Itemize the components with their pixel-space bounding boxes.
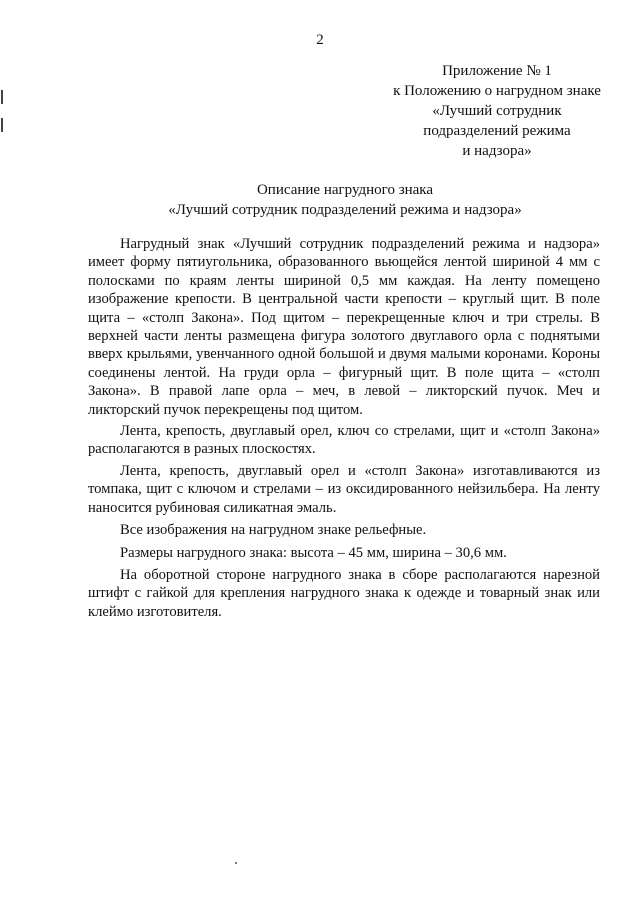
body-paragraph: Размеры нагрудного знака: высота – 45 мм, ширина – 30,6 мм. bbox=[120, 544, 507, 561]
document-title-line: «Лучший сотрудник подразделений режима и надзора» bbox=[168, 202, 522, 218]
scan-speck bbox=[235, 862, 237, 864]
body-paragraph: Лента, крепость, двуглавый орел и «столп Закона» изготавливаются из томпака, щит с ключом и стрелами – из оксидированного нейзильбера. На ленту наносится рубиновая силикатная эмаль. bbox=[88, 462, 600, 516]
scan-margin-mark bbox=[1, 90, 3, 104]
appendix-header bbox=[352, 61, 640, 161]
appendix-line: Приложение № 1 bbox=[442, 63, 552, 79]
appendix-line: и надзора» bbox=[462, 143, 532, 159]
body-paragraph: На оборотной стороне нагрудного знака в сборе располагаются нарезной штифт с гайкой для крепления нагрудного знака к одежде и товарный знак или клеймо изготовителя. bbox=[88, 566, 600, 620]
document-title bbox=[0, 180, 640, 220]
appendix-line: к Положению о нагрудном знаке bbox=[393, 83, 601, 99]
body-paragraph: Лента, крепость, двуглавый орел, ключ со стрелами, щит и «столп Закона» располагаются в разных плоскостях. bbox=[88, 423, 600, 458]
document-body bbox=[88, 235, 600, 621]
scan-margin-mark bbox=[1, 118, 3, 132]
appendix-line: подразделений режима bbox=[423, 123, 571, 139]
body-paragraph: Все изображения на нагрудном знаке рельефные. bbox=[120, 522, 427, 539]
page-number: 2 bbox=[316, 32, 324, 48]
document-title-line: Описание нагрудного знака bbox=[256, 182, 434, 198]
appendix-line: «Лучший сотрудник bbox=[432, 103, 562, 119]
body-paragraph: Нагрудный знак «Лучший сотрудник подразделений режима и надзора» имеет форму пятиугольника, образованного вьющейся лентой шириной 4 мм с полосками по краям ленты шириной 0,5 мм каждая. На ленту помещено изображение крепости. В центральной части крепости – круглый щит. В поле щита – «столп Закона». Под щитом – перекрещенные ключ и три стрелы. В верхней части ленты размещена фигура золотого двуглавого орла с поднятыми вверх крыльями, увенчанного одной большой и двумя малыми коронами. Короны соединены лентой. На груди орла – фигурный щит. В поле щита – «столп Закона». В правой лапе орла – меч, в левой – ликторский пучок. Меч и ликторский пучок перекрещены под щитом. bbox=[88, 236, 600, 418]
